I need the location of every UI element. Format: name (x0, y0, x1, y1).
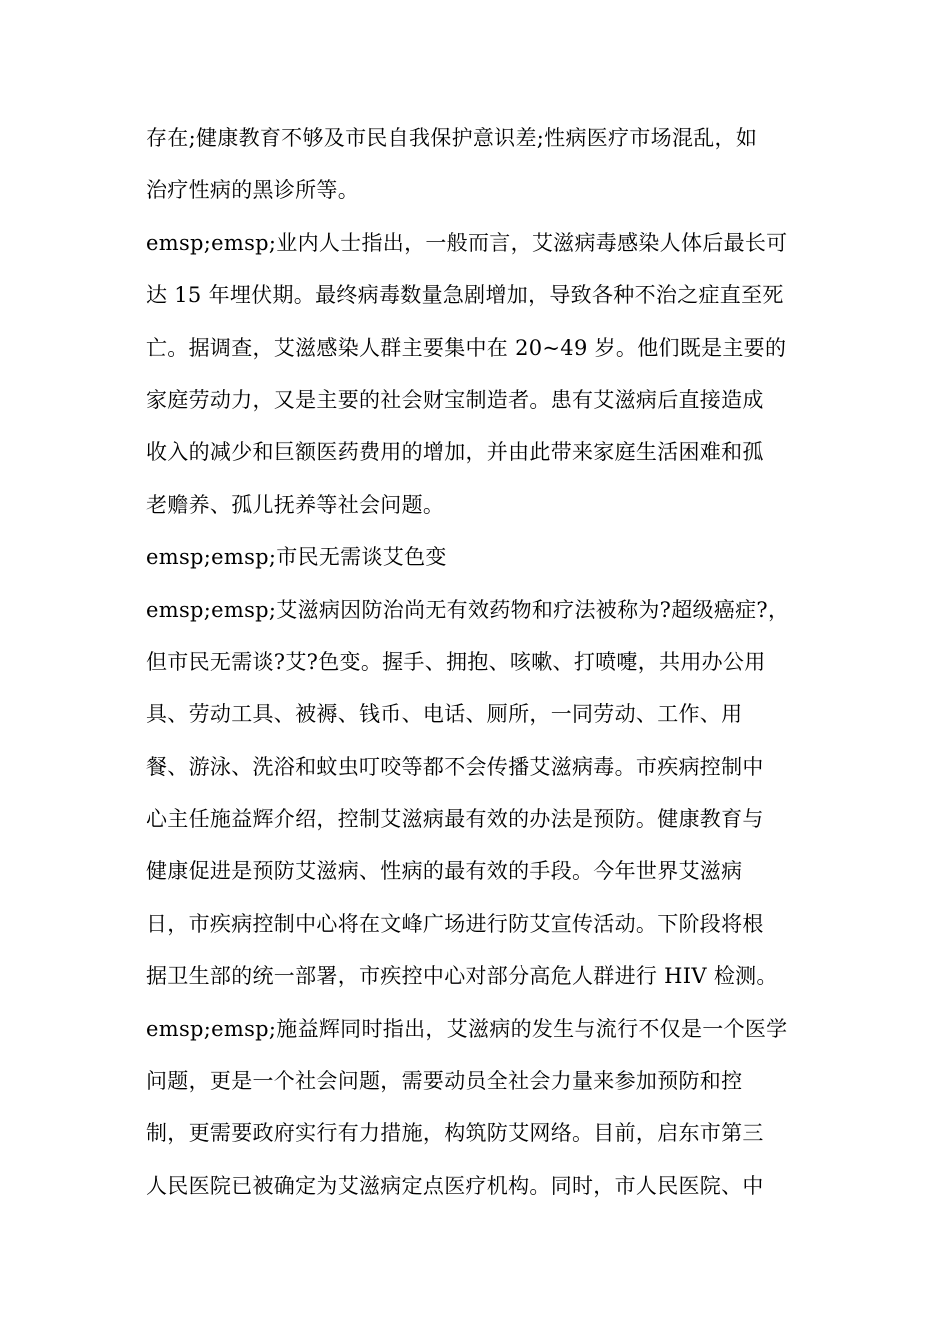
text-line: 老赡养、孤儿抚养等社会问题。 (146, 492, 445, 517)
body-text (146, 112, 816, 1212)
text-line: emsp;emsp;业内人士指出，一般而言，艾滋病毒感染人体后最长可 (146, 230, 788, 255)
text-line: emsp;emsp;施益辉同时指出，艾滋病的发生与流行不仅是一个医学 (146, 1016, 788, 1041)
text-line: 亡。据调查，艾滋感染人群主要集中在 20~49 岁。他们既是主要的 (146, 335, 787, 360)
text-line: 健康促进是预防艾滋病、性病的最有效的手段。今年世界艾滋病 (146, 859, 743, 884)
text-line: emsp;emsp;艾滋病因防治尚无有效药物和疗法被称为?超级癌症?， (146, 597, 790, 622)
section-heading: emsp;emsp;市民无需谈艾色变 (146, 545, 447, 570)
text-line: 餐、游泳、洗浴和蚊虫叮咬等都不会传播艾滋病毒。市疾病控制中 (146, 754, 764, 779)
text-line: 但市民无需谈?艾?色变。握手、拥抱、咳嗽、打喷嚏，共用办公用 (146, 649, 766, 674)
text-line: 人民医院已被确定为艾滋病定点医疗机构。同时，市人民医院、中 (146, 1173, 764, 1198)
text-line: 问题，更是一个社会问题，需要动员全社会力量来参加预防和控 (146, 1069, 743, 1094)
text-line: 达 15 年埋伏期。最终病毒数量急剧增加，导致各种不治之症直至死 (146, 283, 784, 308)
text-line: 制，更需要政府实行有力措施，构筑防艾网络。目前，启东市第三 (146, 1121, 764, 1146)
text-line: 收入的减少和巨额医药费用的增加，并由此带来家庭生活困难和孤 (146, 440, 764, 465)
text-line: 家庭劳动力，又是主要的社会财宝制造者。患有艾滋病后直接造成 (146, 387, 764, 412)
text-line: 治疗性病的黑诊所等。 (146, 178, 359, 203)
text-line: 存在;健康教育不够及市民自我保护意识差;性病医疗市场混乱，如 (146, 126, 758, 150)
text-line: 日，市疾病控制中心将在文峰广场进行防艾宣传活动。下阶段将根 (146, 911, 764, 936)
text-line: 具、劳动工具、被褥、钱币、电话、厕所，一同劳动、工作、用 (146, 702, 743, 727)
text-line: 心主任施益辉介绍，控制艾滋病最有效的办法是预防。健康教育与 (146, 807, 764, 832)
text-line: 据卫生部的统一部署，市疾控中心对部分高危人群进行 HIV 检测。 (146, 964, 778, 989)
